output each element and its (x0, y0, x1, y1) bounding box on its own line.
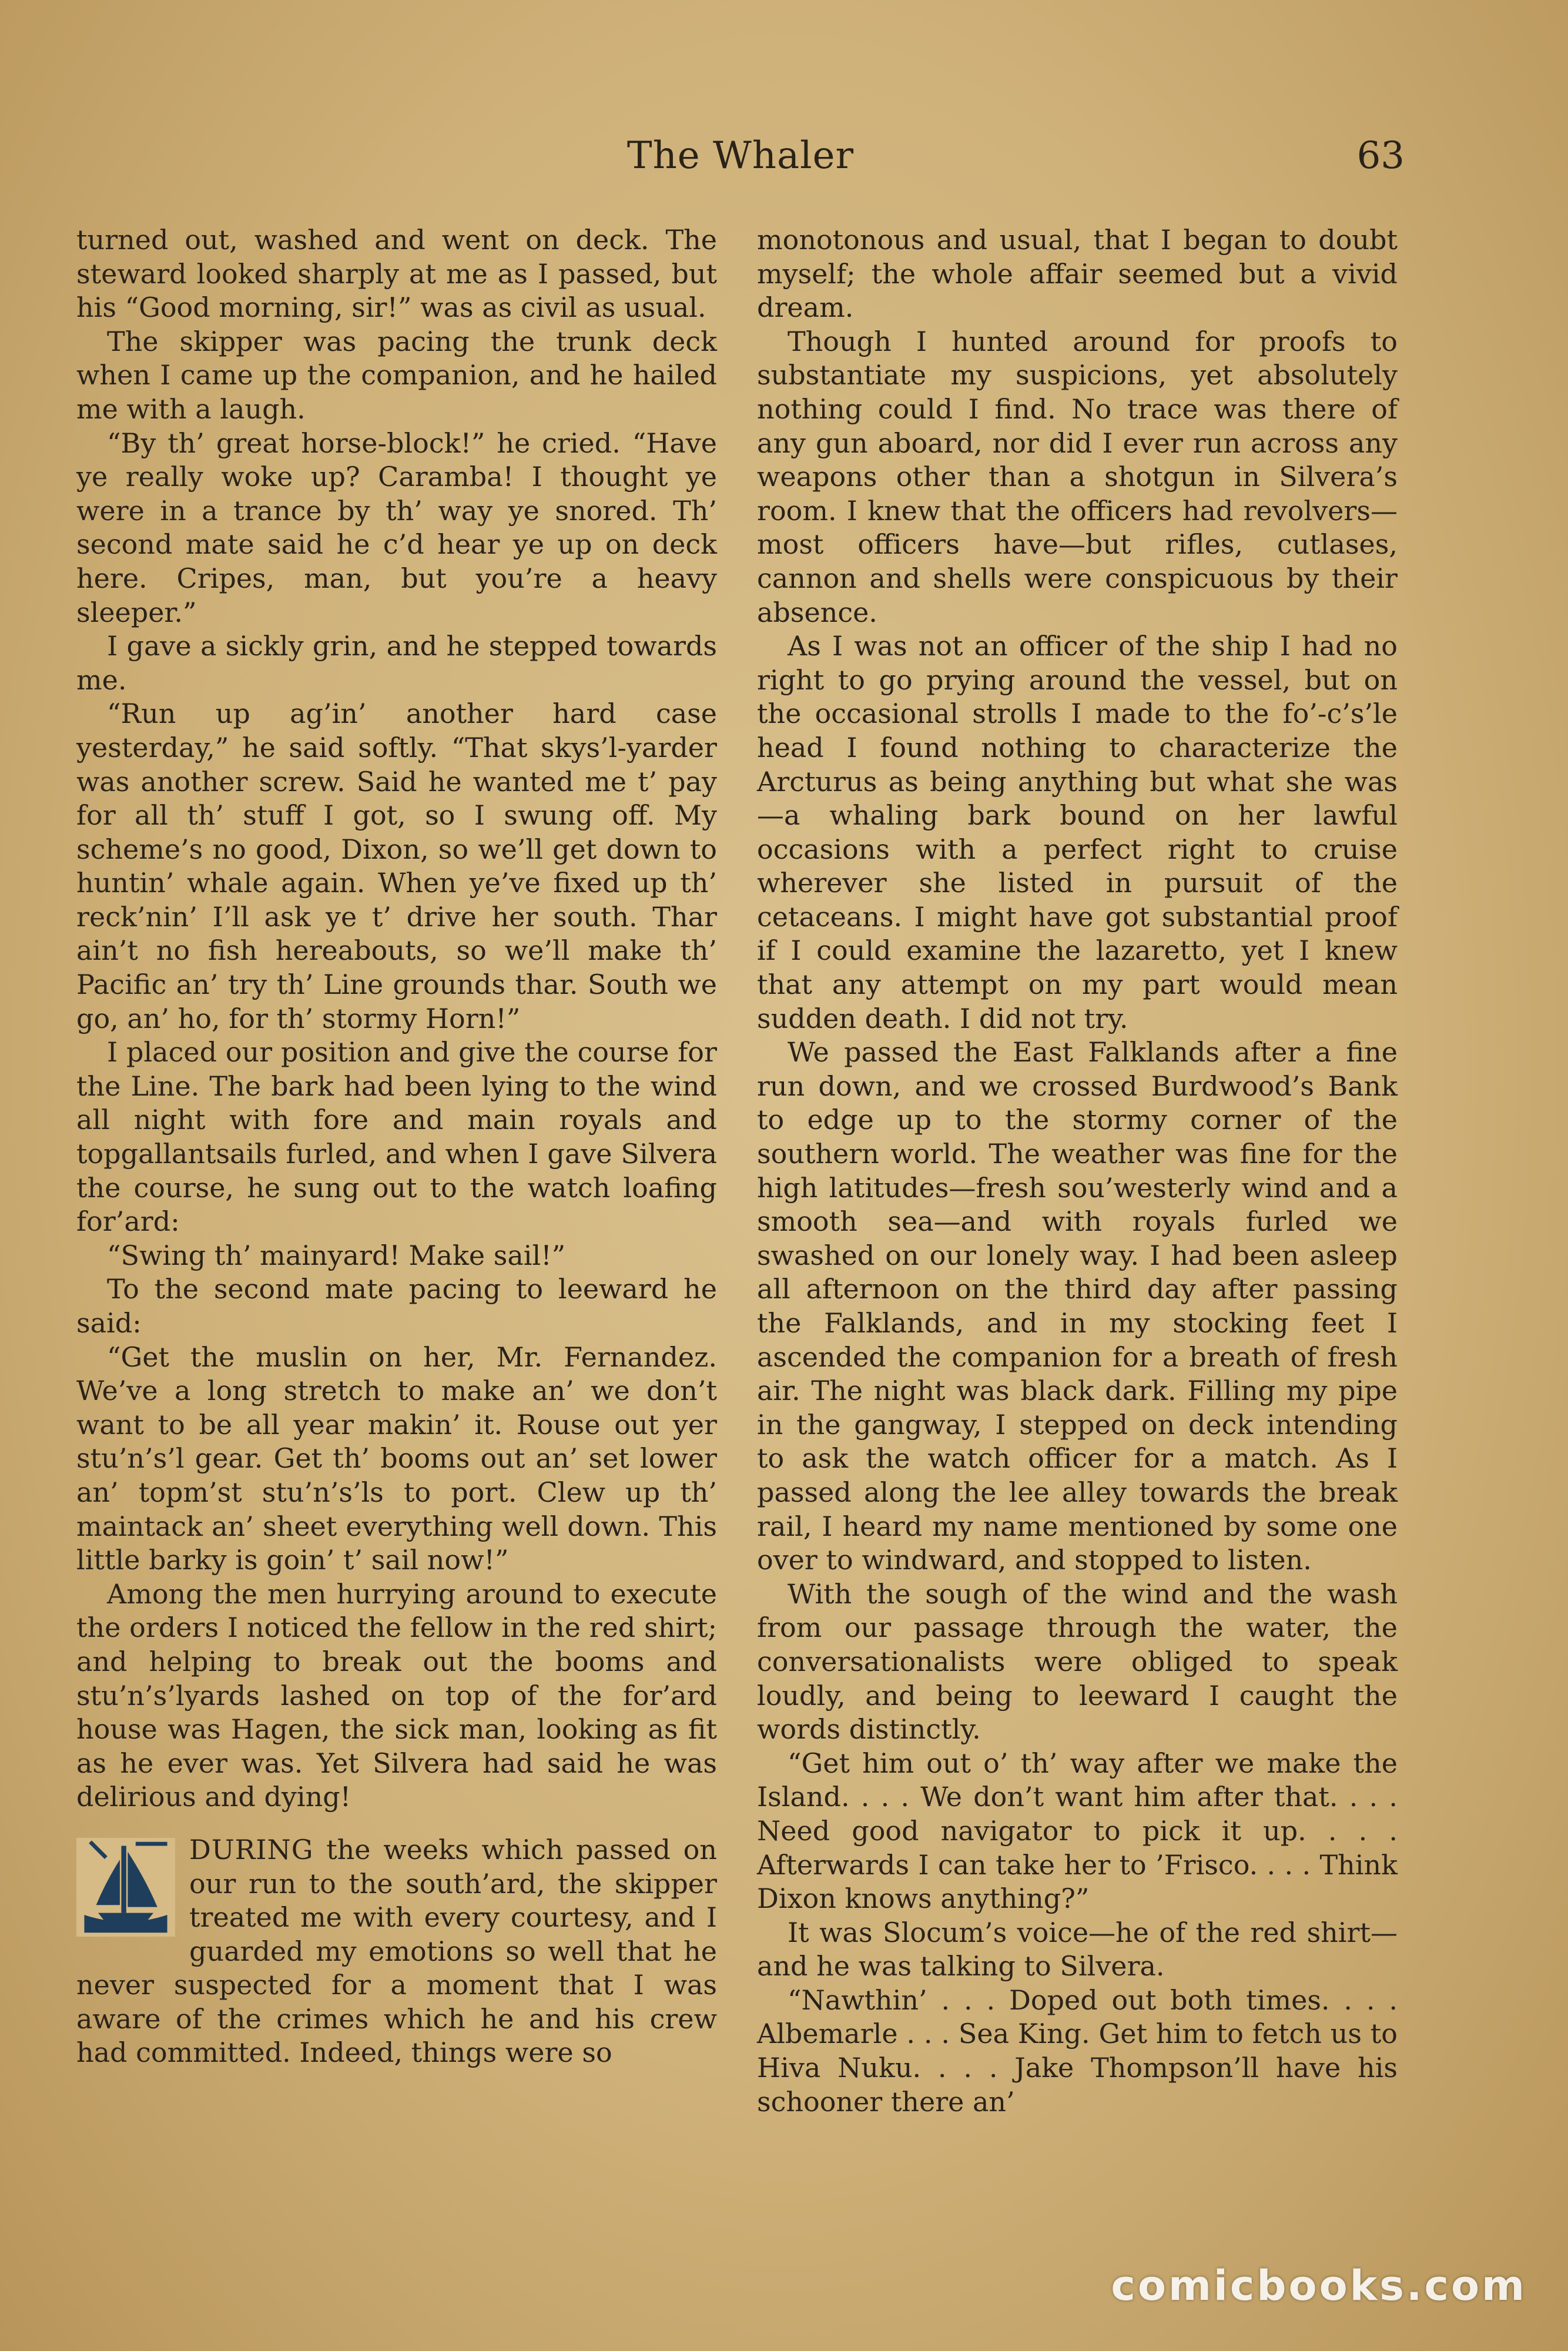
paragraph: The skipper was pacing the trunk deck when I came up the companion, and he hailed me with a laugh. (76, 325, 717, 425)
site-watermark: comicbooks.com (1111, 2262, 1527, 2310)
paragraph: monotonous and usual, that I began to doubt myself; the whole affair seemed but a vivid dream. (757, 224, 1398, 324)
paragraph: I placed our position and give the course for the Line. The bark had been lying to the wind all night with fore and main royals and topgallantsails furled, and when I gave Silvera the course, he sung out to the watch loafing for’ard: (76, 1036, 717, 1238)
paragraph: “By th’ great horse-block!” he cried. “Have ye really woke up? Caramba! I thought ye were in a trance by th’ way ye snored. Th’ second mate said he c’d hear ye up on deck here. Cripes, man, but you’re a heavy sleeper.” (76, 427, 717, 628)
paragraph: turned out, washed and went on deck. The steward looked sharply at me as I passed, but his “Good morning, sir!” was as civil as usual. (76, 224, 717, 324)
paragraph: To the second mate pacing to leeward he said: (76, 1273, 717, 1339)
paragraph: “Nawthin’ . . . Doped out both times. . . . Albemarle . . . Sea King. Get him to fetch us to Hiva Nuku. . . . Jake Thompson’ll have his schooner there an’ (757, 1984, 1398, 2118)
right-column (757, 223, 1398, 2119)
paragraph: Though I hunted around for proofs to substantiate my suspicions, yet absolutely nothing could I find. No trace was there of any gun aboard, nor did I ever run across any weapons other than a shotgun in Silvera’s room. I knew that the officers had revolvers—most officers have—but rifles, cutlases, cannon and shells were conspicuous by their absence. (757, 325, 1398, 628)
running-header (76, 134, 1405, 187)
paragraph: It was Slocum’s voice—he of the red shirt—and he was talking to Silvera. (757, 1916, 1398, 1982)
paragraph: With the sough of the wind and the wash from our passage through the water, the conversationalists were obliged to speak loudly, and being to leeward I caught the words distinctly. (757, 1578, 1398, 1746)
paragraph: Among the men hurrying around to execute the orders I noticed the fellow in the red shirt; and helping to break out the booms and stu’n’s’lyards lashed on top of the for’ard house was Hagen, the sick man, looking as fit as he ever was. Yet Silvera had said he was delirious and dying! (76, 1578, 717, 1813)
left-column (76, 223, 717, 2070)
paragraph: “Get the muslin on her, Mr. Fernandez. We’ve a long stretch to make an’ we don’t want to be all year makin’ it. Rouse out yer stu’n’s’l gear. Get th’ booms out an’ set lower an’ topm’st stu’n’s’ls to port. Clew up th’ maintack an’ sheet everything well down. This little barky is goin’ t’ sail now!” (76, 1341, 717, 1576)
paragraph: “Get him out o’ th’ way after we make the Island. . . . We don’t want him after that. . . . Need good navigator to pick it up. . . . Afterwards I can take her to ’Frisco. . . . Think Dixon knows anything?” (757, 1747, 1398, 1915)
paragraph: As I was not an officer of the ship I had no right to go prying around the vessel, but on the occasional strolls I made to the fo’-c’s’le head I found nothing to characterize the Arcturus as being anything but what she was—a whaling bark bound on her lawful occasions with a perfect right to cruise wherever she listed in pursuit of the cetaceans. I might have got substantial proof if I could examine the lazaretto, yet I knew that any attempt on my part would mean sudden death. I did not try. (757, 630, 1398, 1034)
paragraph: “Swing th’ mainyard! Make sail!” (107, 1239, 566, 1271)
paragraph: We passed the East Falklands after a fine run down, and we crossed Burdwood’s Bank to edge up to the stormy corner of the southern world. The weather was fine for the high latitudes—fresh sou’westerly wind and a smooth sea—and with royals furled we swashed on our lonely way. I had been asleep all afternoon on the third day after passing the Falklands, and in my stocking feet I ascended the companion for a breath of fresh air. The night was black dark. Filling my pipe in the gangway, I stepped on deck intending to ask the watch officer for a match. As I passed along the lee alley towards the break rail, I heard my name mentioned by some one over to windward, and stopped to listen. (757, 1036, 1398, 1576)
paragraph: “Run up ag’in’ another hard case yesterday,” he said softly. “That skys’l-yarder was another screw. Said he wanted me t’ pay for all th’ stuff I got, so I swung off. My scheme’s no good, Dixon, so we’ll get down to huntin’ whale again. When ye’ve fixed up th’ reck’nin’ I’ll ask ye t’ drive her south. Thar ain’t no fish hereabouts, so we’ll make th’ Pacific an’ try th’ Line grounds thar. South we go, an’ ho, for th’ stormy Horn!” (76, 698, 717, 1034)
page-title: The Whaler (626, 134, 855, 178)
page-number: 63 (1356, 134, 1405, 178)
ship-dropcap-icon (76, 1838, 175, 1937)
dropcap-paragraph (76, 1833, 717, 2070)
dropcap-word: DURING (189, 1833, 314, 1866)
paragraph: I gave a sickly grin, and he stepped towards me. (76, 630, 717, 696)
dropcap-text: the weeks which passed on our run to the south’ard, the skipper treated me with every courtesy, and I guarded my emotions so well that he never suspected for a moment that I was aware of the crimes which he and his crew had committed. Indeed, things were so (76, 1833, 717, 2069)
